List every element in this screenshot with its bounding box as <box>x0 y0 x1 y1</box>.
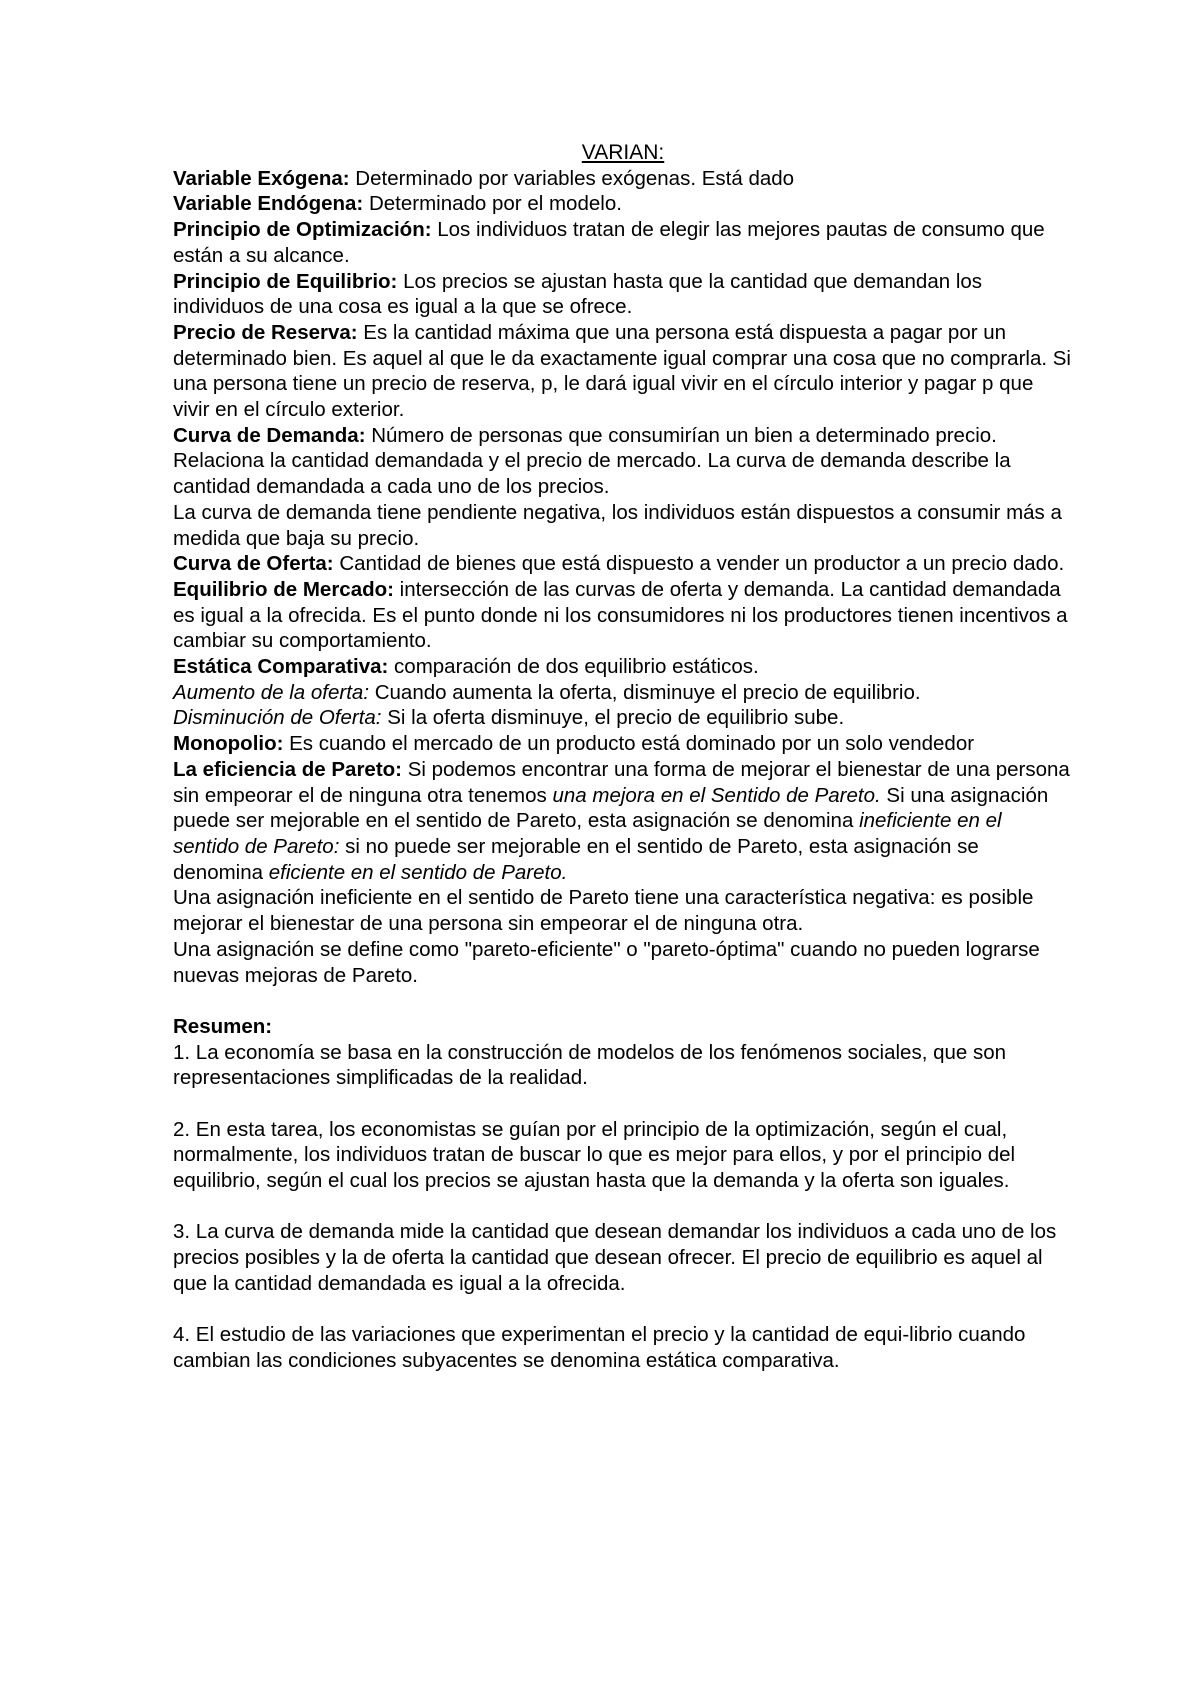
term-label: La eficiencia de Pareto: <box>173 757 403 781</box>
spacer <box>173 988 1073 1014</box>
definition-text: Determinado por el modelo. <box>363 192 622 216</box>
spacer <box>173 1091 1073 1117</box>
spacer <box>173 1297 1073 1323</box>
summary-item: 1. La economía se basa en la construcción de modelos de los fenómenos sociales, que son representaciones simplificadas de la realidad. <box>173 1040 1007 1090</box>
term-label: Principio de Equilibrio: <box>173 269 398 293</box>
term-label: Monopolio: <box>173 732 284 756</box>
italic-phrase: eficiente en el sentido de Pareto. <box>268 860 568 884</box>
definition-equilibrio-mercado <box>173 577 1073 654</box>
item-text: Cuando aumenta la oferta, disminuye el precio de equilibrio. <box>369 680 921 704</box>
term-label: Curva de Oferta: <box>173 552 334 576</box>
term-label: Curva de Demanda: <box>173 423 366 447</box>
pareto-note: Una asignación se define como "pareto-eficiente" o "pareto-óptima" cuando no pueden lograrse nuevas mejoras de Pareto. <box>173 937 1040 987</box>
definition-text: Es la cantidad máxima que una persona está dispuesta a pagar por un determinado bien. Es aquel al que le da exactamente igual comprar una cosa que no comprarla. Si una persona tiene un precio de reserva, p, le dará igual vivir en el círculo interior y pagar p que vivir en el círculo exterior. <box>173 320 1071 422</box>
definition-text: Si podemos encontrar una forma de mejorar el bienestar de una persona sin empeorar el de ninguna otra tenemos <box>173 757 1070 807</box>
definition-text: Si una asignación puede ser mejorable en el sentido de Pareto, esta asignación se denomina <box>173 783 1049 833</box>
term-label: Precio de Reserva: <box>173 320 358 344</box>
definition-text: si no puede ser mejorable en el sentido de Pareto, esta asignación se denomina <box>173 834 979 884</box>
term-label: Principio de Optimización: <box>173 218 432 242</box>
summary-heading <box>173 1014 1073 1040</box>
spacer <box>173 1194 1073 1220</box>
definition-optimizacion <box>173 217 1073 268</box>
summary-item: 4. El estudio de las variaciones que experimentan el precio y la cantidad de equi-librio cuando cambian las condiciones subyacentes se denomina estática comparativa. <box>173 1323 1026 1372</box>
italic-term-label: Disminución de Oferta: <box>173 706 382 730</box>
definition-text: comparación de dos equilibrio estáticos. <box>388 655 759 679</box>
item-disminucion-oferta <box>173 705 1073 731</box>
term-label: Estática Comparativa: <box>173 655 389 679</box>
definition-text: Es cuando el mercado de un producto está dominado por un solo vendedor <box>283 732 975 756</box>
definition-precio-reserva <box>173 320 1073 423</box>
definition-text: Número de personas que consumirían un bien a determinado precio. Relaciona la cantidad demandada y el precio de mercado. La curva de demanda describe la cantidad demandada a cada uno de los precios. <box>173 423 1011 499</box>
definition-estatica-comparativa <box>173 654 1073 680</box>
document-page <box>173 140 1073 1374</box>
term-label: Equilibrio de Mercado: <box>173 577 394 601</box>
pareto-note: Una asignación ineficiente en el sentido de Pareto tiene una característica negativa: es posible mejorar el bienestar de una persona sin empeorar el de ninguna otra. <box>173 886 1034 936</box>
italic-phrase: una mejora en el Sentido de Pareto. <box>552 783 881 807</box>
definition-text: Cantidad de bienes que está dispuesto a vender un productor a un precio dado. <box>333 552 1065 576</box>
term-label: Variable Exógena: <box>173 166 350 190</box>
definition-exogena <box>173 166 1073 192</box>
definition-pareto <box>173 757 1073 886</box>
item-aumento-oferta <box>173 680 1073 706</box>
italic-term-label: Aumento de la oferta: <box>173 680 370 704</box>
definition-text: Los individuos tratan de elegir las mejores pautas de consumo que están a su alcance. <box>173 218 1045 267</box>
definition-equilibrio <box>173 269 1073 320</box>
definition-monopolio <box>173 731 1073 757</box>
definition-curva-demanda <box>173 423 1073 500</box>
summary-item: 2. En esta tarea, los economistas se guían por el principio de la optimización, según el cual, normalmente, los individuos tratan de buscar lo que es mejor para ellos, y por el principio del equilibrio, según el cual los precios se ajustan hasta que la demanda y la oferta son iguales. <box>173 1117 1016 1193</box>
demand-note: La curva de demanda tiene pendiente negativa, los individuos están dispuestos a consumir más a medida que baja su precio. <box>173 500 1062 550</box>
summary-item: 3. La curva de demanda mide la cantidad que desean demandar los individuos a cada uno de los precios posibles y la de oferta la cantidad que desean ofrecer. El precio de equilibrio es aquel al que la cantidad demandada es igual a la ofrecida. <box>173 1220 1057 1295</box>
definition-endogena <box>173 191 1073 217</box>
definition-text: Determinado por variables exógenas. Está dado <box>349 166 795 190</box>
summary-heading-label: Resumen: <box>173 1014 273 1038</box>
definition-curva-oferta <box>173 551 1073 577</box>
definition-text: Los precios se ajustan hasta que la cantidad que demandan los individuos de una cosa es igual a la que se ofrece. <box>173 269 983 319</box>
term-label: Variable Endógena: <box>173 192 364 216</box>
document-title: VARIAN: <box>581 141 665 164</box>
definition-text: intersección de las curvas de oferta y demanda. La cantidad demandada es igual a la ofrecida. Es el punto donde ni los consumidores ni los productores tienen incentivos a cambiar su comportamiento. <box>173 577 1068 653</box>
italic-phrase: ineficiente en el sentido de Pareto: <box>173 809 1002 858</box>
item-text: Si la oferta disminuye, el precio de equilibrio sube. <box>381 706 845 730</box>
